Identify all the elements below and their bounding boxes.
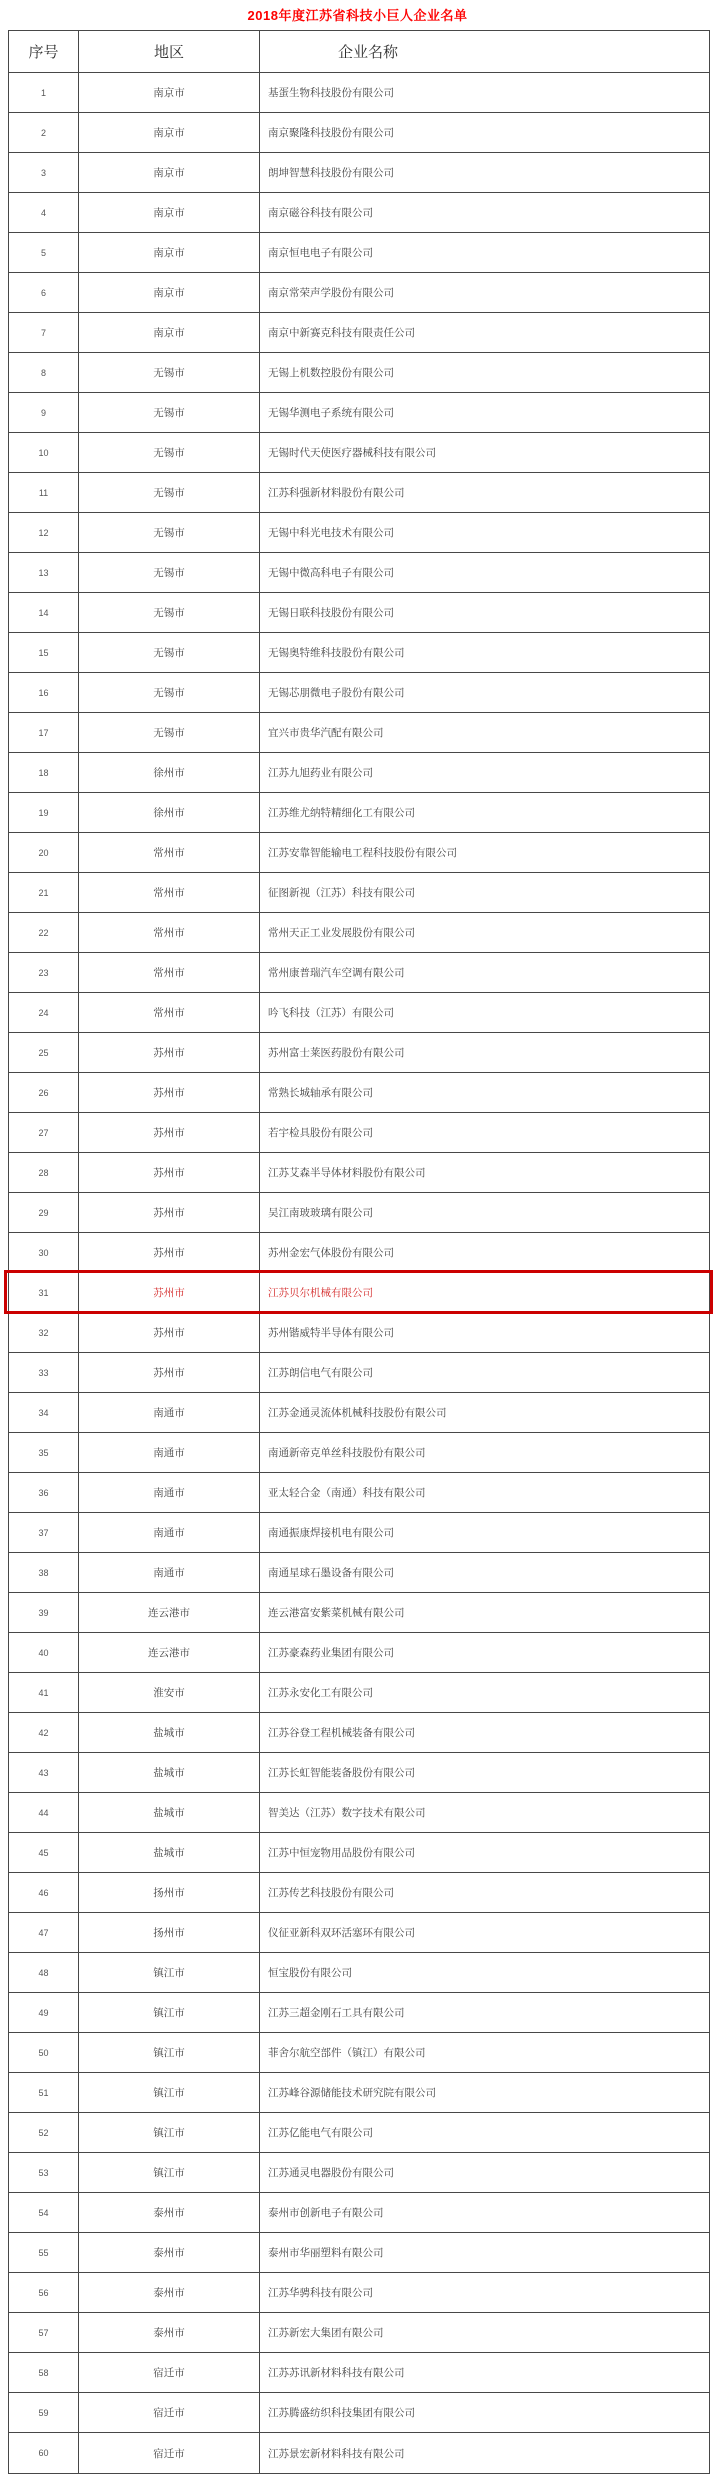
cell-serial-number: 7 bbox=[9, 313, 79, 352]
cell-serial-number: 26 bbox=[9, 1073, 79, 1112]
cell-company-name: 常州康普瑞汽车空调有限公司 bbox=[268, 967, 405, 979]
cell-region: 扬州市 bbox=[79, 1913, 260, 1952]
table-row bbox=[9, 2073, 709, 2113]
cell-region: 南通市 bbox=[79, 1513, 260, 1552]
cell-company-name: 连云港富安紫菜机械有限公司 bbox=[268, 1607, 405, 1619]
cell-company-name: 江苏中恒宠物用品股份有限公司 bbox=[268, 1847, 415, 1859]
cell-company-name: 若宇检具股份有限公司 bbox=[268, 1127, 373, 1139]
cell-serial-number: 54 bbox=[9, 2193, 79, 2232]
table-row bbox=[9, 1913, 709, 1953]
cell-company-name: 南京恒电电子有限公司 bbox=[268, 247, 373, 259]
cell-company-name: 恒宝股份有限公司 bbox=[268, 1967, 352, 1979]
cell-serial-number: 58 bbox=[9, 2353, 79, 2392]
cell-serial-number: 10 bbox=[9, 433, 79, 472]
cell-region: 南京市 bbox=[79, 233, 260, 272]
cell-serial-number: 48 bbox=[9, 1953, 79, 1992]
cell-serial-number: 1 bbox=[9, 73, 79, 112]
cell-region: 无锡市 bbox=[79, 593, 260, 632]
cell-region: 南京市 bbox=[79, 153, 260, 192]
cell-region: 南通市 bbox=[79, 1553, 260, 1592]
cell-region: 常州市 bbox=[79, 873, 260, 912]
table-row bbox=[9, 713, 709, 753]
cell-serial-number: 29 bbox=[9, 1193, 79, 1232]
cell-region: 无锡市 bbox=[79, 553, 260, 592]
table-row bbox=[9, 1153, 709, 1193]
table-row bbox=[9, 833, 709, 873]
cell-serial-number: 44 bbox=[9, 1793, 79, 1832]
table-row bbox=[9, 2113, 709, 2153]
cell-serial-number: 33 bbox=[9, 1353, 79, 1392]
cell-company-name: 江苏亿能电气有限公司 bbox=[268, 2127, 373, 2139]
table-row bbox=[9, 1593, 709, 1633]
table-row bbox=[9, 753, 709, 793]
cell-serial-number: 14 bbox=[9, 593, 79, 632]
cell-company-name: 泰州市创新电子有限公司 bbox=[268, 2207, 384, 2219]
cell-serial-number: 31 bbox=[9, 1273, 79, 1312]
cell-serial-number: 25 bbox=[9, 1033, 79, 1072]
cell-company-name: 江苏景宏新材料科技有限公司 bbox=[268, 2447, 405, 2460]
cell-region: 无锡市 bbox=[79, 673, 260, 712]
cell-region: 苏州市 bbox=[79, 1233, 260, 1272]
cell-company-name: 无锡日联科技股份有限公司 bbox=[268, 607, 394, 619]
enterprise-table bbox=[8, 30, 710, 2474]
cell-serial-number: 30 bbox=[9, 1233, 79, 1272]
cell-region: 苏州市 bbox=[79, 1353, 260, 1392]
cell-region: 南京市 bbox=[79, 193, 260, 232]
cell-serial-number: 55 bbox=[9, 2233, 79, 2272]
cell-company-name: 南通振康焊接机电有限公司 bbox=[268, 1527, 394, 1539]
header-serial-number: 序号 bbox=[9, 31, 79, 72]
cell-company-name: 常熟长城轴承有限公司 bbox=[268, 1087, 373, 1099]
cell-company-name: 江苏三超金刚石工具有限公司 bbox=[268, 2007, 405, 2019]
cell-serial-number: 27 bbox=[9, 1113, 79, 1152]
cell-company-name: 无锡时代天使医疗器械科技有限公司 bbox=[268, 447, 436, 459]
cell-region: 无锡市 bbox=[79, 473, 260, 512]
cell-region: 镇江市 bbox=[79, 1993, 260, 2032]
table-row bbox=[9, 2313, 709, 2353]
table-header-row bbox=[9, 31, 709, 73]
cell-company-name: 江苏峰谷源储能技术研究院有限公司 bbox=[268, 2087, 436, 2099]
cell-serial-number: 3 bbox=[9, 153, 79, 192]
cell-region: 苏州市 bbox=[79, 1193, 260, 1232]
cell-region: 苏州市 bbox=[79, 1153, 260, 1192]
cell-company-name: 朗坤智慧科技股份有限公司 bbox=[268, 167, 394, 179]
cell-company-name: 吴江南玻玻璃有限公司 bbox=[268, 1207, 373, 1219]
table-row bbox=[9, 113, 709, 153]
cell-region: 泰州市 bbox=[79, 2233, 260, 2272]
cell-company-name: 吟飞科技（江苏）有限公司 bbox=[268, 1007, 394, 1019]
table-row bbox=[9, 1033, 709, 1073]
table-row bbox=[9, 193, 709, 233]
cell-region: 宿迁市 bbox=[79, 2433, 260, 2473]
cell-serial-number: 52 bbox=[9, 2113, 79, 2152]
cell-serial-number: 11 bbox=[9, 473, 79, 512]
cell-serial-number: 17 bbox=[9, 713, 79, 752]
cell-region: 常州市 bbox=[79, 993, 260, 1032]
cell-company-name: 征图新视（江苏）科技有限公司 bbox=[268, 887, 415, 899]
cell-region: 无锡市 bbox=[79, 353, 260, 392]
cell-company-name: 江苏传艺科技股份有限公司 bbox=[268, 1887, 394, 1899]
cell-serial-number: 56 bbox=[9, 2273, 79, 2312]
cell-serial-number: 45 bbox=[9, 1833, 79, 1872]
table-row bbox=[9, 1633, 709, 1673]
cell-serial-number: 12 bbox=[9, 513, 79, 552]
cell-serial-number: 60 bbox=[9, 2433, 79, 2473]
cell-company-name: 常州天正工业发展股份有限公司 bbox=[268, 927, 415, 939]
cell-region: 宿迁市 bbox=[79, 2393, 260, 2432]
cell-company-name: 仪征亚新科双环活塞环有限公司 bbox=[268, 1927, 415, 1939]
cell-region: 南京市 bbox=[79, 73, 260, 112]
cell-serial-number: 8 bbox=[9, 353, 79, 392]
cell-region: 泰州市 bbox=[79, 2193, 260, 2232]
cell-region: 苏州市 bbox=[79, 1113, 260, 1152]
table-row bbox=[9, 1873, 709, 1913]
cell-region: 徐州市 bbox=[79, 793, 260, 832]
cell-region: 连云港市 bbox=[79, 1593, 260, 1632]
cell-company-name: 无锡中微高科电子有限公司 bbox=[268, 567, 394, 579]
table-row bbox=[9, 1793, 709, 1833]
table-row bbox=[9, 1713, 709, 1753]
cell-region: 盐城市 bbox=[79, 1833, 260, 1872]
table-row bbox=[9, 1433, 709, 1473]
cell-region: 南京市 bbox=[79, 113, 260, 152]
page-title: 2018年度江苏省科技小巨人企业名单 bbox=[247, 8, 468, 23]
cell-region: 扬州市 bbox=[79, 1873, 260, 1912]
table-row bbox=[9, 2393, 709, 2433]
cell-company-name: 苏州锴威特半导体有限公司 bbox=[268, 1327, 394, 1339]
cell-region: 盐城市 bbox=[79, 1793, 260, 1832]
cell-company-name: 江苏科强新材料股份有限公司 bbox=[268, 487, 405, 499]
cell-company-name: 宜兴市贵华汽配有限公司 bbox=[268, 727, 384, 739]
cell-region: 常州市 bbox=[79, 833, 260, 872]
table-row bbox=[9, 1953, 709, 1993]
table-row bbox=[9, 73, 709, 113]
cell-region: 南京市 bbox=[79, 273, 260, 312]
cell-region: 南京市 bbox=[79, 313, 260, 352]
cell-serial-number: 50 bbox=[9, 2033, 79, 2072]
cell-serial-number: 22 bbox=[9, 913, 79, 952]
cell-company-name: 无锡华测电子系统有限公司 bbox=[268, 407, 394, 419]
cell-company-name: 江苏九旭药业有限公司 bbox=[268, 767, 373, 779]
cell-company-name: 泰州市华丽塑料有限公司 bbox=[268, 2247, 384, 2259]
cell-company-name: 江苏豪森药业集团有限公司 bbox=[268, 1647, 394, 1659]
cell-region: 镇江市 bbox=[79, 1953, 260, 1992]
cell-serial-number: 46 bbox=[9, 1873, 79, 1912]
table-row bbox=[9, 313, 709, 353]
cell-serial-number: 37 bbox=[9, 1513, 79, 1552]
table-row bbox=[9, 1513, 709, 1553]
cell-company-name: 江苏艾森半导体材料股份有限公司 bbox=[268, 1167, 426, 1179]
cell-company-name: 江苏朗信电气有限公司 bbox=[268, 1367, 373, 1379]
table-row bbox=[9, 593, 709, 633]
cell-company-name: 江苏腾盛纺织科技集团有限公司 bbox=[268, 2407, 415, 2419]
cell-region: 常州市 bbox=[79, 953, 260, 992]
cell-region: 宿迁市 bbox=[79, 2353, 260, 2392]
cell-serial-number: 38 bbox=[9, 1553, 79, 1592]
cell-region: 泰州市 bbox=[79, 2313, 260, 2352]
table-row bbox=[9, 1553, 709, 1593]
table-row bbox=[9, 1833, 709, 1873]
cell-company-name: 江苏贝尔机械有限公司 bbox=[268, 1287, 373, 1299]
cell-region: 无锡市 bbox=[79, 513, 260, 552]
table-row bbox=[9, 153, 709, 193]
table-row bbox=[9, 2153, 709, 2193]
cell-company-name: 江苏华骋科技有限公司 bbox=[268, 2287, 373, 2299]
cell-company-name: 南通星球石墨设备有限公司 bbox=[268, 1567, 394, 1579]
cell-serial-number: 2 bbox=[9, 113, 79, 152]
table-row bbox=[9, 2353, 709, 2393]
table-row bbox=[9, 1313, 709, 1353]
cell-serial-number: 20 bbox=[9, 833, 79, 872]
cell-serial-number: 6 bbox=[9, 273, 79, 312]
cell-region: 泰州市 bbox=[79, 2273, 260, 2312]
table-row bbox=[9, 1193, 709, 1233]
table-row bbox=[9, 953, 709, 993]
cell-region: 常州市 bbox=[79, 913, 260, 952]
cell-company-name: 南京磁谷科技有限公司 bbox=[268, 207, 373, 219]
cell-company-name: 无锡中科光电技术有限公司 bbox=[268, 527, 394, 539]
cell-serial-number: 28 bbox=[9, 1153, 79, 1192]
cell-serial-number: 5 bbox=[9, 233, 79, 272]
table-row bbox=[9, 393, 709, 433]
cell-company-name: 江苏金通灵流体机械科技股份有限公司 bbox=[268, 1407, 447, 1419]
table-row bbox=[9, 2233, 709, 2273]
cell-region: 南通市 bbox=[79, 1433, 260, 1472]
cell-company-name: 无锡奥特维科技股份有限公司 bbox=[268, 647, 405, 659]
cell-region: 南通市 bbox=[79, 1393, 260, 1432]
cell-region: 无锡市 bbox=[79, 633, 260, 672]
table-row bbox=[9, 1113, 709, 1153]
cell-serial-number: 32 bbox=[9, 1313, 79, 1352]
table-row bbox=[9, 473, 709, 513]
cell-serial-number: 41 bbox=[9, 1673, 79, 1712]
cell-company-name: 无锡上机数控股份有限公司 bbox=[268, 367, 394, 379]
table-row bbox=[9, 1753, 709, 1793]
cell-company-name: 江苏长虹智能装备股份有限公司 bbox=[268, 1767, 415, 1779]
table-row bbox=[9, 1473, 709, 1513]
table-row bbox=[9, 233, 709, 273]
cell-serial-number: 34 bbox=[9, 1393, 79, 1432]
table-row-highlighted bbox=[9, 1273, 709, 1313]
table-row bbox=[9, 553, 709, 593]
cell-serial-number: 13 bbox=[9, 553, 79, 592]
cell-region: 镇江市 bbox=[79, 2113, 260, 2152]
table-row bbox=[9, 2033, 709, 2073]
cell-serial-number: 51 bbox=[9, 2073, 79, 2112]
cell-region: 无锡市 bbox=[79, 433, 260, 472]
cell-company-name: 南京常荣声学股份有限公司 bbox=[268, 287, 394, 299]
cell-serial-number: 35 bbox=[9, 1433, 79, 1472]
table-body bbox=[9, 73, 709, 2473]
cell-serial-number: 19 bbox=[9, 793, 79, 832]
cell-company-name: 江苏新宏大集团有限公司 bbox=[268, 2327, 384, 2339]
table-row bbox=[9, 2193, 709, 2233]
table-row bbox=[9, 913, 709, 953]
table-row bbox=[9, 273, 709, 313]
table-row bbox=[9, 1673, 709, 1713]
cell-region: 南通市 bbox=[79, 1473, 260, 1512]
cell-serial-number: 43 bbox=[9, 1753, 79, 1792]
cell-serial-number: 9 bbox=[9, 393, 79, 432]
cell-serial-number: 4 bbox=[9, 193, 79, 232]
table-row bbox=[9, 1993, 709, 2033]
table-row bbox=[9, 1393, 709, 1433]
table-row bbox=[9, 2433, 709, 2473]
cell-serial-number: 49 bbox=[9, 1993, 79, 2032]
cell-region: 徐州市 bbox=[79, 753, 260, 792]
header-company-name: 企业名称 bbox=[338, 44, 399, 61]
cell-serial-number: 23 bbox=[9, 953, 79, 992]
cell-company-name: 苏州富士莱医药股份有限公司 bbox=[268, 1047, 405, 1059]
cell-company-name: 基蛋生物科技股份有限公司 bbox=[268, 87, 394, 99]
cell-region: 苏州市 bbox=[79, 1073, 260, 1112]
cell-region: 镇江市 bbox=[79, 2153, 260, 2192]
table-row bbox=[9, 513, 709, 553]
cell-company-name: 无锡芯朋微电子股份有限公司 bbox=[268, 687, 405, 699]
cell-serial-number: 39 bbox=[9, 1593, 79, 1632]
cell-serial-number: 15 bbox=[9, 633, 79, 672]
table-row bbox=[9, 1233, 709, 1273]
table-row bbox=[9, 433, 709, 473]
cell-region: 苏州市 bbox=[79, 1033, 260, 1072]
cell-serial-number: 21 bbox=[9, 873, 79, 912]
cell-region: 盐城市 bbox=[79, 1753, 260, 1792]
cell-company-name: 苏州金宏气体股份有限公司 bbox=[268, 1247, 394, 1259]
cell-serial-number: 47 bbox=[9, 1913, 79, 1952]
cell-serial-number: 57 bbox=[9, 2313, 79, 2352]
table-row bbox=[9, 793, 709, 833]
cell-company-name: 南京中新赛克科技有限责任公司 bbox=[268, 327, 415, 339]
cell-serial-number: 42 bbox=[9, 1713, 79, 1752]
table-row bbox=[9, 993, 709, 1033]
table-row bbox=[9, 2273, 709, 2313]
cell-region: 苏州市 bbox=[79, 1313, 260, 1352]
header-region: 地区 bbox=[79, 31, 260, 72]
cell-serial-number: 40 bbox=[9, 1633, 79, 1672]
cell-company-name: 江苏通灵电器股份有限公司 bbox=[268, 2167, 394, 2179]
cell-company-name: 江苏维尤纳特精细化工有限公司 bbox=[268, 807, 415, 819]
cell-region: 无锡市 bbox=[79, 393, 260, 432]
cell-region: 镇江市 bbox=[79, 2073, 260, 2112]
cell-company-name: 智美达（江苏）数字技术有限公司 bbox=[268, 1807, 426, 1819]
cell-region: 苏州市 bbox=[79, 1273, 260, 1312]
cell-serial-number: 16 bbox=[9, 673, 79, 712]
cell-company-name: 江苏苏讯新材料科技有限公司 bbox=[268, 2367, 405, 2379]
table-row bbox=[9, 633, 709, 673]
table-row bbox=[9, 353, 709, 393]
cell-serial-number: 24 bbox=[9, 993, 79, 1032]
table-row bbox=[9, 873, 709, 913]
cell-serial-number: 53 bbox=[9, 2153, 79, 2192]
table-row bbox=[9, 1353, 709, 1393]
table-row bbox=[9, 673, 709, 713]
cell-serial-number: 59 bbox=[9, 2393, 79, 2432]
cell-region: 盐城市 bbox=[79, 1713, 260, 1752]
cell-region: 淮安市 bbox=[79, 1673, 260, 1712]
cell-company-name: 江苏谷登工程机械装备有限公司 bbox=[268, 1727, 415, 1739]
cell-serial-number: 36 bbox=[9, 1473, 79, 1512]
table-row bbox=[9, 1073, 709, 1113]
cell-company-name: 菲舍尔航空部件（镇江）有限公司 bbox=[268, 2047, 426, 2059]
cell-region: 无锡市 bbox=[79, 713, 260, 752]
cell-company-name: 南京聚隆科技股份有限公司 bbox=[268, 127, 394, 139]
cell-company-name: 江苏安靠智能输电工程科技股份有限公司 bbox=[268, 847, 457, 859]
cell-region: 镇江市 bbox=[79, 2033, 260, 2072]
cell-serial-number: 18 bbox=[9, 753, 79, 792]
cell-company-name: 亚太轻合金（南通）科技有限公司 bbox=[268, 1487, 426, 1499]
cell-region: 连云港市 bbox=[79, 1633, 260, 1672]
cell-company-name: 江苏永安化工有限公司 bbox=[268, 1687, 373, 1699]
cell-company-name: 南通新帝克单丝科技股份有限公司 bbox=[268, 1447, 426, 1459]
